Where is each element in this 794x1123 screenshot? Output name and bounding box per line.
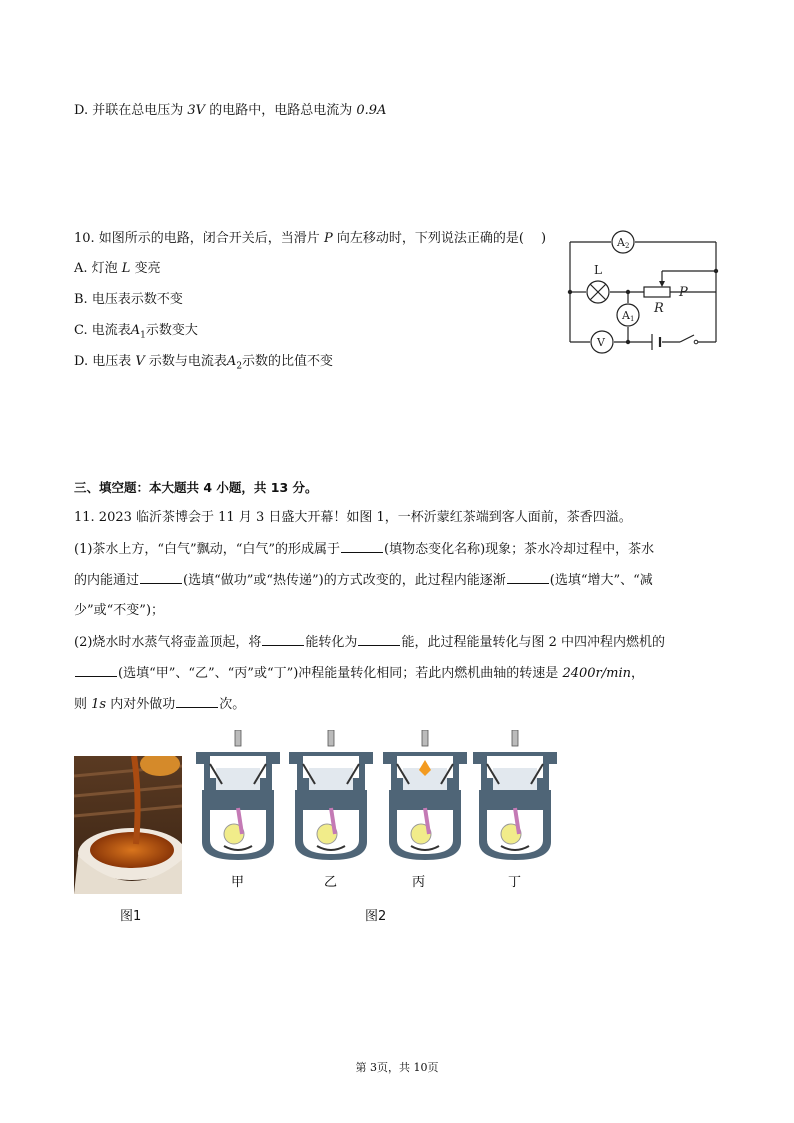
q11-rpm: 2400r/min [562,666,631,681]
answer-blank[interactable] [75,664,117,677]
q11-part1-line1 [74,540,654,559]
answer-blank[interactable] [262,633,304,646]
q10-d-sym: A [226,354,237,369]
q9-current: 0.9A [356,103,387,118]
v-label: V [597,336,605,349]
a1-label: A [622,309,630,322]
page-footer: 第 3页，共 10页 [355,1061,439,1074]
engine-ding [473,730,557,860]
q10-c-sym: A [130,323,141,338]
engine-label-jia: 甲 [231,875,245,890]
q11-p1-l2c: (选填“增大”、“减 [549,573,653,588]
q10-stem-p: P [323,231,333,246]
q10-stem-post: 向左移动时，下列说法正确的是( ) [336,231,547,246]
q10-c-pre: C. 电流表 [74,323,131,338]
q10-d-v: V [135,354,145,369]
q10-stem [74,230,546,248]
engine-yi [289,730,373,860]
q11-p2-l1c: 能，此过程能量转化与图 2 中四冲程内燃机的 [401,635,665,650]
a2-sub: 2 [625,242,630,250]
q10-c-post: 示数变大 [145,323,198,338]
engine-bing [383,730,467,860]
q11-p2-l1b: 能转化为 [305,635,358,650]
q10-b-text: B. 电压表示数不变 [74,292,183,307]
q11-part2-line1 [74,633,665,652]
q10-option-a [74,260,161,278]
section-heading: 三、填空题：本大题共 4 小题，共 13 分。 [74,480,318,495]
rheostat-label: R [654,301,664,316]
q9-option-d [74,102,386,120]
answer-blank[interactable] [176,695,218,708]
answer-blank[interactable] [507,571,549,584]
q11-time: 1s [91,697,107,712]
q11-p2-l1a: (2)烧水时水蒸气将壶盖顶起，将 [74,635,262,650]
q11-part2-line3 [74,695,245,714]
answer-blank[interactable] [341,540,383,553]
q9-voltage: 3V [187,103,206,118]
lamp-icon [587,281,609,303]
a1-sub: 1 [630,315,635,323]
q11-part1-line2 [74,571,653,590]
a2-label: A [617,236,625,249]
figure1-caption: 图1 [120,909,142,924]
q11-p1-l1b: (填物态变化名称)现象；茶水冷却过程中，茶水 [384,542,655,557]
ammeter-a2-icon [612,231,634,253]
q11-p2-l2a: (选填“甲”、“乙”、“丙”或“丁”)冲程能量转化相同；若此内燃机曲轴的转速是 [118,666,559,681]
q11-p1-l1a: (1)茶水上方，“白气”飘动，“白气”的形成属于 [74,542,340,557]
q10-stem-pre: 10. 如图所示的电路，闭合开关后，当滑片 [74,231,320,246]
q10-option-d [74,353,333,376]
q10-d-sub: 2 [236,361,243,372]
engine-label-yi: 乙 [324,875,338,890]
q10-option-b [74,291,183,309]
q10-c-sub: 1 [140,330,146,341]
q9-option-d-mid: 的电路中，电路总电流为 [209,103,353,118]
q11-part2-line2 [74,664,644,683]
engine-label-ding: 丁 [508,875,522,890]
q10-a-post: 变亮 [134,261,161,276]
slider-arrow [659,281,665,287]
ammeter-a1-icon [617,304,639,326]
q10-a-pre: A. 灯泡 [74,261,118,276]
figure2-caption: 图2 [365,909,387,924]
q11-p2-l3d: 次。 [219,697,246,712]
engine-diagrams [194,730,558,890]
answer-blank[interactable] [358,633,400,646]
q11-p2-l3c: 内对外做功 [110,697,176,712]
q11-p1-l2a: 的内能通过 [74,573,140,588]
q10-d-pre: D. 电压表 [74,354,132,369]
q11-stem: 11. 2023 临沂茶博会于 11 月 3 日盛大开幕！如图 1，一杯沂蒙红茶端到客人面前，茶香四溢。 [74,510,632,525]
lamp-label: L [594,263,602,277]
q9-option-d-text: D. 并联在总电压为 [74,103,184,118]
q11-p2-l3a: 则 [74,697,88,712]
q10-d-post: 示数的比值不变 [242,354,334,369]
q11-p1-l2b: (选填“做功”或“热传递”)的方式改变的，此过程内能逐渐 [183,573,506,588]
engine-jia [196,730,280,860]
engine-label-bing: 丙 [412,875,426,890]
q10-a-l: L [121,261,131,276]
voltmeter-icon [591,331,613,353]
slider-label: P [679,285,688,300]
q10-option-c [74,322,198,345]
q10-d-mid: 示数与电流表 [148,354,227,369]
circuit-diagram [562,226,726,360]
answer-blank[interactable] [140,571,182,584]
q11-part1-line3: 少”或“不变”)； [74,603,165,618]
q11-p2-l2c: ， [631,666,645,681]
tea-photo [74,756,182,894]
